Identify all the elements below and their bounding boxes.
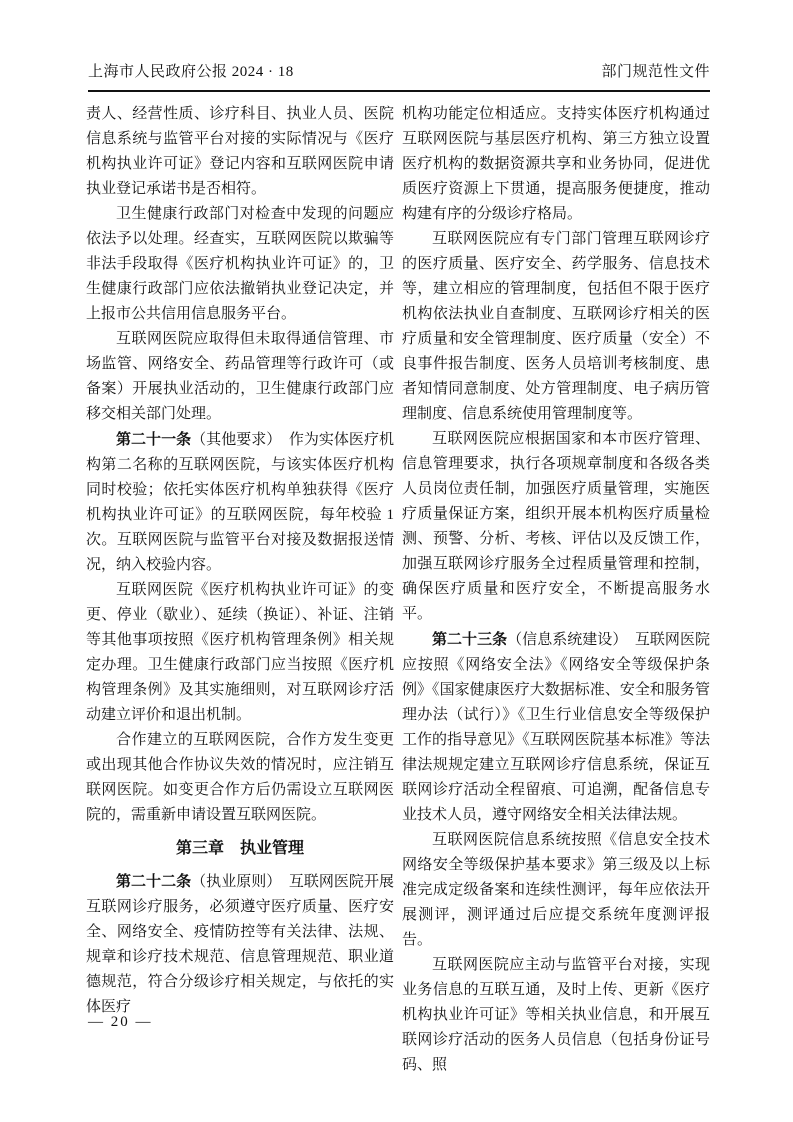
paragraph [402,953,710,1078]
gazette-title: 上海市人民政府公报 2024 · 18 [88,64,294,80]
paragraph [402,227,710,427]
paragraph [402,828,710,953]
paragraph-text: 责人、经营性质、诊疗科目、执业人员、医院信息系统与监管平台对接的实际情况与《医疗机构执业许可证》登记内容和互联网医院申请执业登记承诺书是否相符。 [86,106,394,197]
chapter-heading: 第三章 执业管理 [175,840,304,857]
paragraph-article-23 [402,627,710,828]
paragraph-text: 互联网医院应主动与监管平台对接，实现业务信息的互联互通，及时上传、更新《医疗机构执业许可证》等相关执业信息，和开展互联网诊疗活动的医务人员信息（包括身份证号码、照 [402,957,710,1073]
paragraph-text: 互联网医院开展互联网诊疗服务，必须遵守医疗质量、医疗安全、网络安全、疫情防控等有关法律、法规、规章和诊疗技术规范、信息管理规范、职业道德规范，符合分级诊疗相关规定，与依托的实体医疗 [86,874,394,1015]
article-number: 第二十一条 [116,431,192,448]
paragraph [402,427,710,627]
right-column [402,102,710,1078]
paragraph-text: 卫生健康行政部门对检查中发现的问题应依法予以处理。经查实，互联网医院以欺骗等非法手段取得《医疗机构执业许可证》的，卫生健康行政部门应依法撤销执业登记决定，并上报市公共信用信息服务平台。 [86,206,394,322]
paragraph-text: 合作建立的互联网医院，合作方发生变更或出现其他合作协议失效的情况时，应注销互联网医院。如变更合作方后仍需设立互联网医院的，需重新申请设置互联网医院。 [86,732,394,823]
paragraph [86,728,394,828]
header-rule [88,90,710,92]
article-subject: （信息系统建设） [507,632,635,648]
paragraph-text: 机构功能定位相适应。支持实体医疗机构通过互联网医院与基层医疗机构、第三方独立设置医疗机构的数据资源共享和业务协同，促进优质医疗资源上下贯通，提高服务便捷度，推动构建有序的分级诊疗格局。 [402,106,710,222]
paragraph-article-22 [86,869,394,1020]
paragraph-text: 互联网医院应取得但未取得通信管理、市场监管、网络安全、药品管理等行政许可（或备案）开展执业活动的，卫生健康行政部门应移交相关部门处理。 [86,331,394,422]
paragraph [86,202,394,327]
article-subject: （其他要求） [191,432,289,448]
paragraph [402,102,710,227]
doc-category-label: 部门规范性文件 [601,64,710,80]
paragraph-text: 互联网医院应按照《网络安全法》《网络安全等级保护条例》《国家健康医疗大数据标准、安全和服务管理办法（试行）》《卫生行业信息安全等级保护工作的指导意见》《互联网医院基本标准》等法律法规规定建立互联网诊疗信息系统，保证互联网诊疗活动全程留痕、可追溯，配备信息专业技术人员，遵守网络安全相关法律法规。 [402,632,710,823]
paragraph-text: 作为实体医疗机构第二名称的互联网医院，与该实体医疗机构同时校验；依托实体医疗机构单独获得《医疗机构执业许可证》的互联网医院，每年校验 1 次。互联网医院与监管平台对接及数据报送情况，纳入校验内容。 [86,432,394,573]
paragraph [86,578,394,728]
paragraph-article-21 [86,427,394,578]
left-column [86,102,394,1020]
page-number: — 20 — [88,1014,153,1030]
paragraph [86,327,394,427]
article-subject: （执业原则） [191,874,289,890]
paragraph [86,102,394,202]
paragraph-text: 互联网医院《医疗机构执业许可证》的变更、停业（歇业）、延续（换证）、补证、注销等其他事项按照《医疗机构管理条例》相关规定办理。卫生健康行政部门应当按照《医疗机构管理条例》及其实施细则，对互联网诊疗活动建立评价和退出机制。 [86,582,394,723]
article-number: 第二十二条 [116,873,192,890]
paragraph-text: 互联网医院应根据国家和本市医疗管理、信息管理要求，执行各项规章制度和各级各类人员岗位责任制，加强医疗质量管理，实施医疗质量保证方案，组织开展本机构医疗质量检测、预警、分析、考核、评估以及反馈工作，加强互联网诊疗服务全过程质量管理和控制，确保医疗质量和医疗安全，不断提高服务水平。 [402,431,710,622]
paragraph-text: 互联网医院应有专门部门管理互联网诊疗的医疗质量、医疗安全、药学服务、信息技术等，建立相应的管理制度，包括但不限于医疗机构依法执业自查制度、互联网诊疗相关的医疗质量和安全管理制度、医疗质量（安全）不良事件报告制度、医务人员培训考核制度、患者知情同意制度、处方管理制度、电子病历管理制度、信息系统使用管理制度等。 [402,231,710,422]
article-number: 第二十三条 [432,631,508,648]
paragraph-text: 互联网医院信息系统按照《信息安全技术网络安全等级保护基本要求》第三级及以上标准完成定级备案和连续性测评，每年应依法开展测评，测评通过后应提交系统年度测评报告。 [402,832,710,948]
